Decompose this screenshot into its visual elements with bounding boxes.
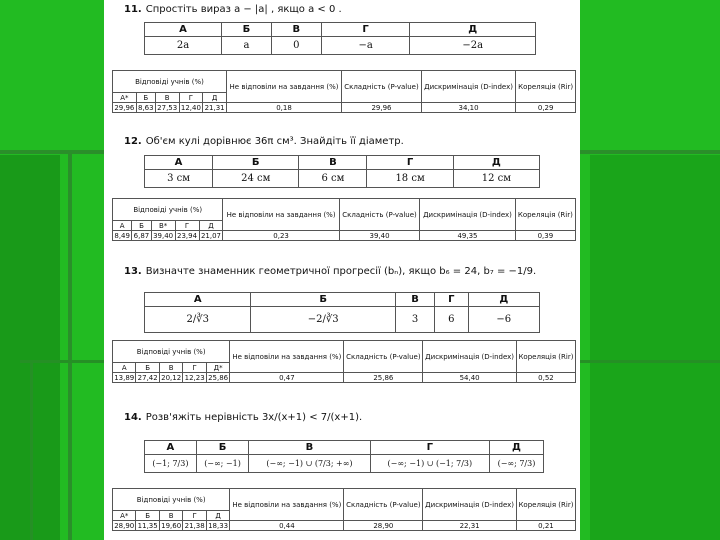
statistics-table: Відповіді учнів (%) Не відповіли на завдання (%) Складність (P-value) Дискримінація (D-index) Кореляція (Rir) А Б В Г Д* 13,89 27,42 20,12 12,23 25,86 0,47 25,86 54,40 0,52 [112,340,576,383]
document-page [104,0,580,540]
answer-options-table: А Б В Г Д 2a a 0 −a −2a [144,22,536,55]
task-question: 12. Об'єм кулі дорівнює 36π см³. Знайдіть її діаметр. [124,136,404,147]
task-question: 14. Розв'яжіть нерівність 3x/(x+1) < 7/(x+1). [124,412,363,423]
answer-options-table: А Б В Г Д (−1; 7/3) (−∞; −1) (−∞; −1) ∪ (7/3; +∞) (−∞; −1) ∪ (−1; 7/3) (−∞; 7/3) [144,440,544,473]
statistics-table: Відповіді учнів (%) Не відповіли на завдання (%) Складність (P-value) Дискримінація (D-index) Кореляція (Rir) А* Б В Г Д 28,90 11,35 19,60 21,38 18,33 0,44 28,90 22,31 0,21 [112,488,576,531]
background-line [68,150,72,540]
answer-options-table: А Б В Г Д 3 см 24 см 6 см 18 см 12 см [144,155,540,188]
statistics-table: Відповіді учнів (%) Не відповіли на завдання (%) Складність (P-value) Дискримінація (D-index) Кореляція (Rir) А* Б В Г Д 29,96 8,63 27,53 12,40 21,31 0,18 29,96 34,10 0,29 [112,70,576,113]
background-line [30,360,33,540]
statistics-table: Відповіді учнів (%) Не відповіли на завдання (%) Складність (P-value) Дискримінація (D-index) Кореляція (Rir) А Б В* Г Д 8,49 6,87 39,40 23,94 21,07 0,23 39,40 49,35 0,39 [112,198,576,241]
answer-options-table: А Б В Г Д 2/∛3 −2/∛3 3 6 −6 [144,292,540,333]
task-question: 11. Спростіть вираз a − |a| , якщо a < 0 . [124,4,342,15]
task-question: 13. Визначте знаменник геометричної прогресії (bₙ), якщо b₆ = 24, b₇ = −1/9. [124,266,537,277]
background-panel [590,155,720,540]
